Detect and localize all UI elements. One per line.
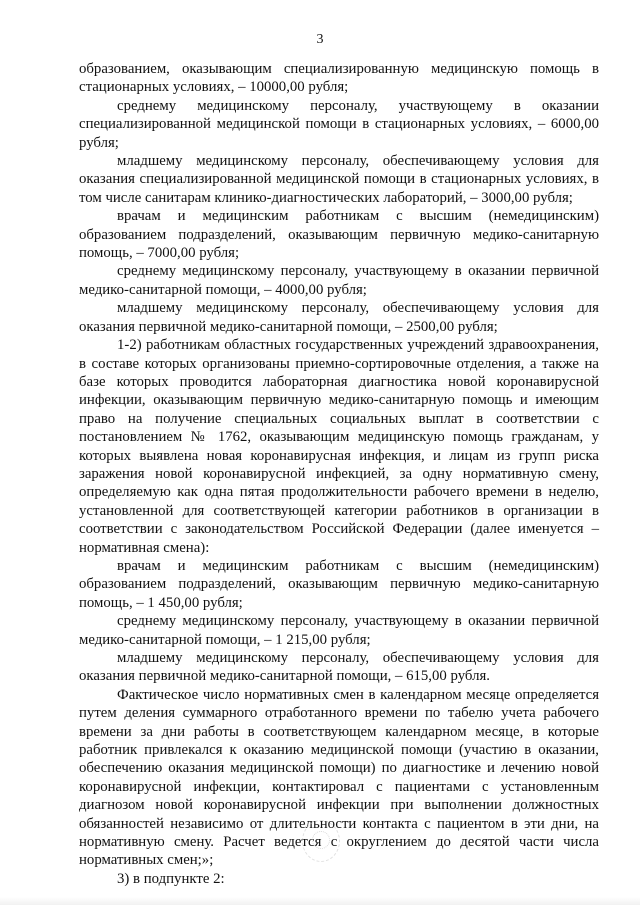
- paragraph-junior-primary: младшему медицинскому персоналу, обеспечивающему условия для оказания первичной медико-санитарной помощи, – 2500,00 рубля;: [79, 300, 599, 335]
- page-number: 3: [316, 32, 324, 47]
- paragraph-doctors-primary: врачам и медицинским работникам с высшим (немедицинским) образованием подразделений, оказывающим первичную медико-санитарную помощь, – 7000,00 рубля;: [79, 208, 599, 262]
- paragraph-continuation: образованием, оказывающим специализированную медицинскую помощь в стационарных условиях, – 10000,00 рубля;: [79, 61, 599, 96]
- paragraph-mid-level-specialized: среднему медицинскому персоналу, участвующему в оказании специализированной медицинской помощи в стационарных условиях, – 6000,00 рубля;: [79, 97, 599, 151]
- paragraph-subitem-2: 3) в подпункте 2:: [117, 870, 225, 887]
- paragraph-junior-specialized: младшему медицинскому персоналу, обеспечивающему условия для оказания специализированной медицинской помощи в стационарных условиях, в том числе санитарам клинико-диагностических лабораторий, – 3000,00 рубля;: [79, 153, 599, 206]
- paragraph-shift-calculation: Фактическое число нормативных смен в календарном месяце определяется путем деления суммарного отработанного времени по табелю учета рабочего времени за дни работы в соответствующем календарном месяце, в которые работник привлекался к оказанию медицинской помощи (участию в оказании, обеспечению оказания медицинской помощи) по диагностике и лечению новой коронавирусной инфекции, контактировал с пациентами с установленным диагнозом новой коронавирусной инфекции при выполнении должностных обязанностей независимо от длительности контакта с пациентом в эти дни, на нормативную смену. Расчет ведется с округлением до десятой части числа нормативных смен;»;: [79, 686, 599, 869]
- document-body: [79, 60, 599, 888]
- paragraph-doctors-shift: врачам и медицинским работникам с высшим (немедицинским) образованием подразделений, оказывающим первичную медико-санитарную помощь, – 1 450,00 рубля;: [79, 557, 599, 611]
- paragraph-mid-level-shift: среднему медицинскому персоналу, участвующему в оказании первичной медико-санитарной помощи, – 1 215,00 рубля;: [79, 613, 599, 648]
- paragraph-junior-shift: младшему медицинскому персоналу, обеспечивающему условия для оказания первичной медико-санитарной помощи, – 615,00 рубля.: [79, 650, 599, 685]
- scan-edge: [0, 897, 640, 905]
- paragraph-item-1-2: 1-2) работникам областных государственных учреждений здравоохранения, в составе которых организованы приемно-сортировочные отделения, а также на базе которых проводится лабораторная диагностика новой коронавирусной инфекции, оказывающим первичную медико-санитарную помощь и имеющим право на получение специальных социальных выплат в соответствии с постановлением № 1762, оказывающим медицинскую помощь гражданам, у которых выявлена новая коронавирусная инфекция, и лицам из групп риска заражения новой коронавирусной инфекцией, за одну нормативную смену, определяемую как одна пятая продолжительности рабочего времени в неделю, установленной для соответствующей категории работников в организации в соответствии с законодательством Российской Федерации (далее именуется – нормативная смена):: [79, 337, 599, 556]
- stamp-mark: [302, 820, 340, 862]
- paragraph-mid-level-primary: среднему медицинскому персоналу, участвующему в оказании первичной медико-санитарной помощи, – 4000,00 рубля;: [79, 263, 599, 298]
